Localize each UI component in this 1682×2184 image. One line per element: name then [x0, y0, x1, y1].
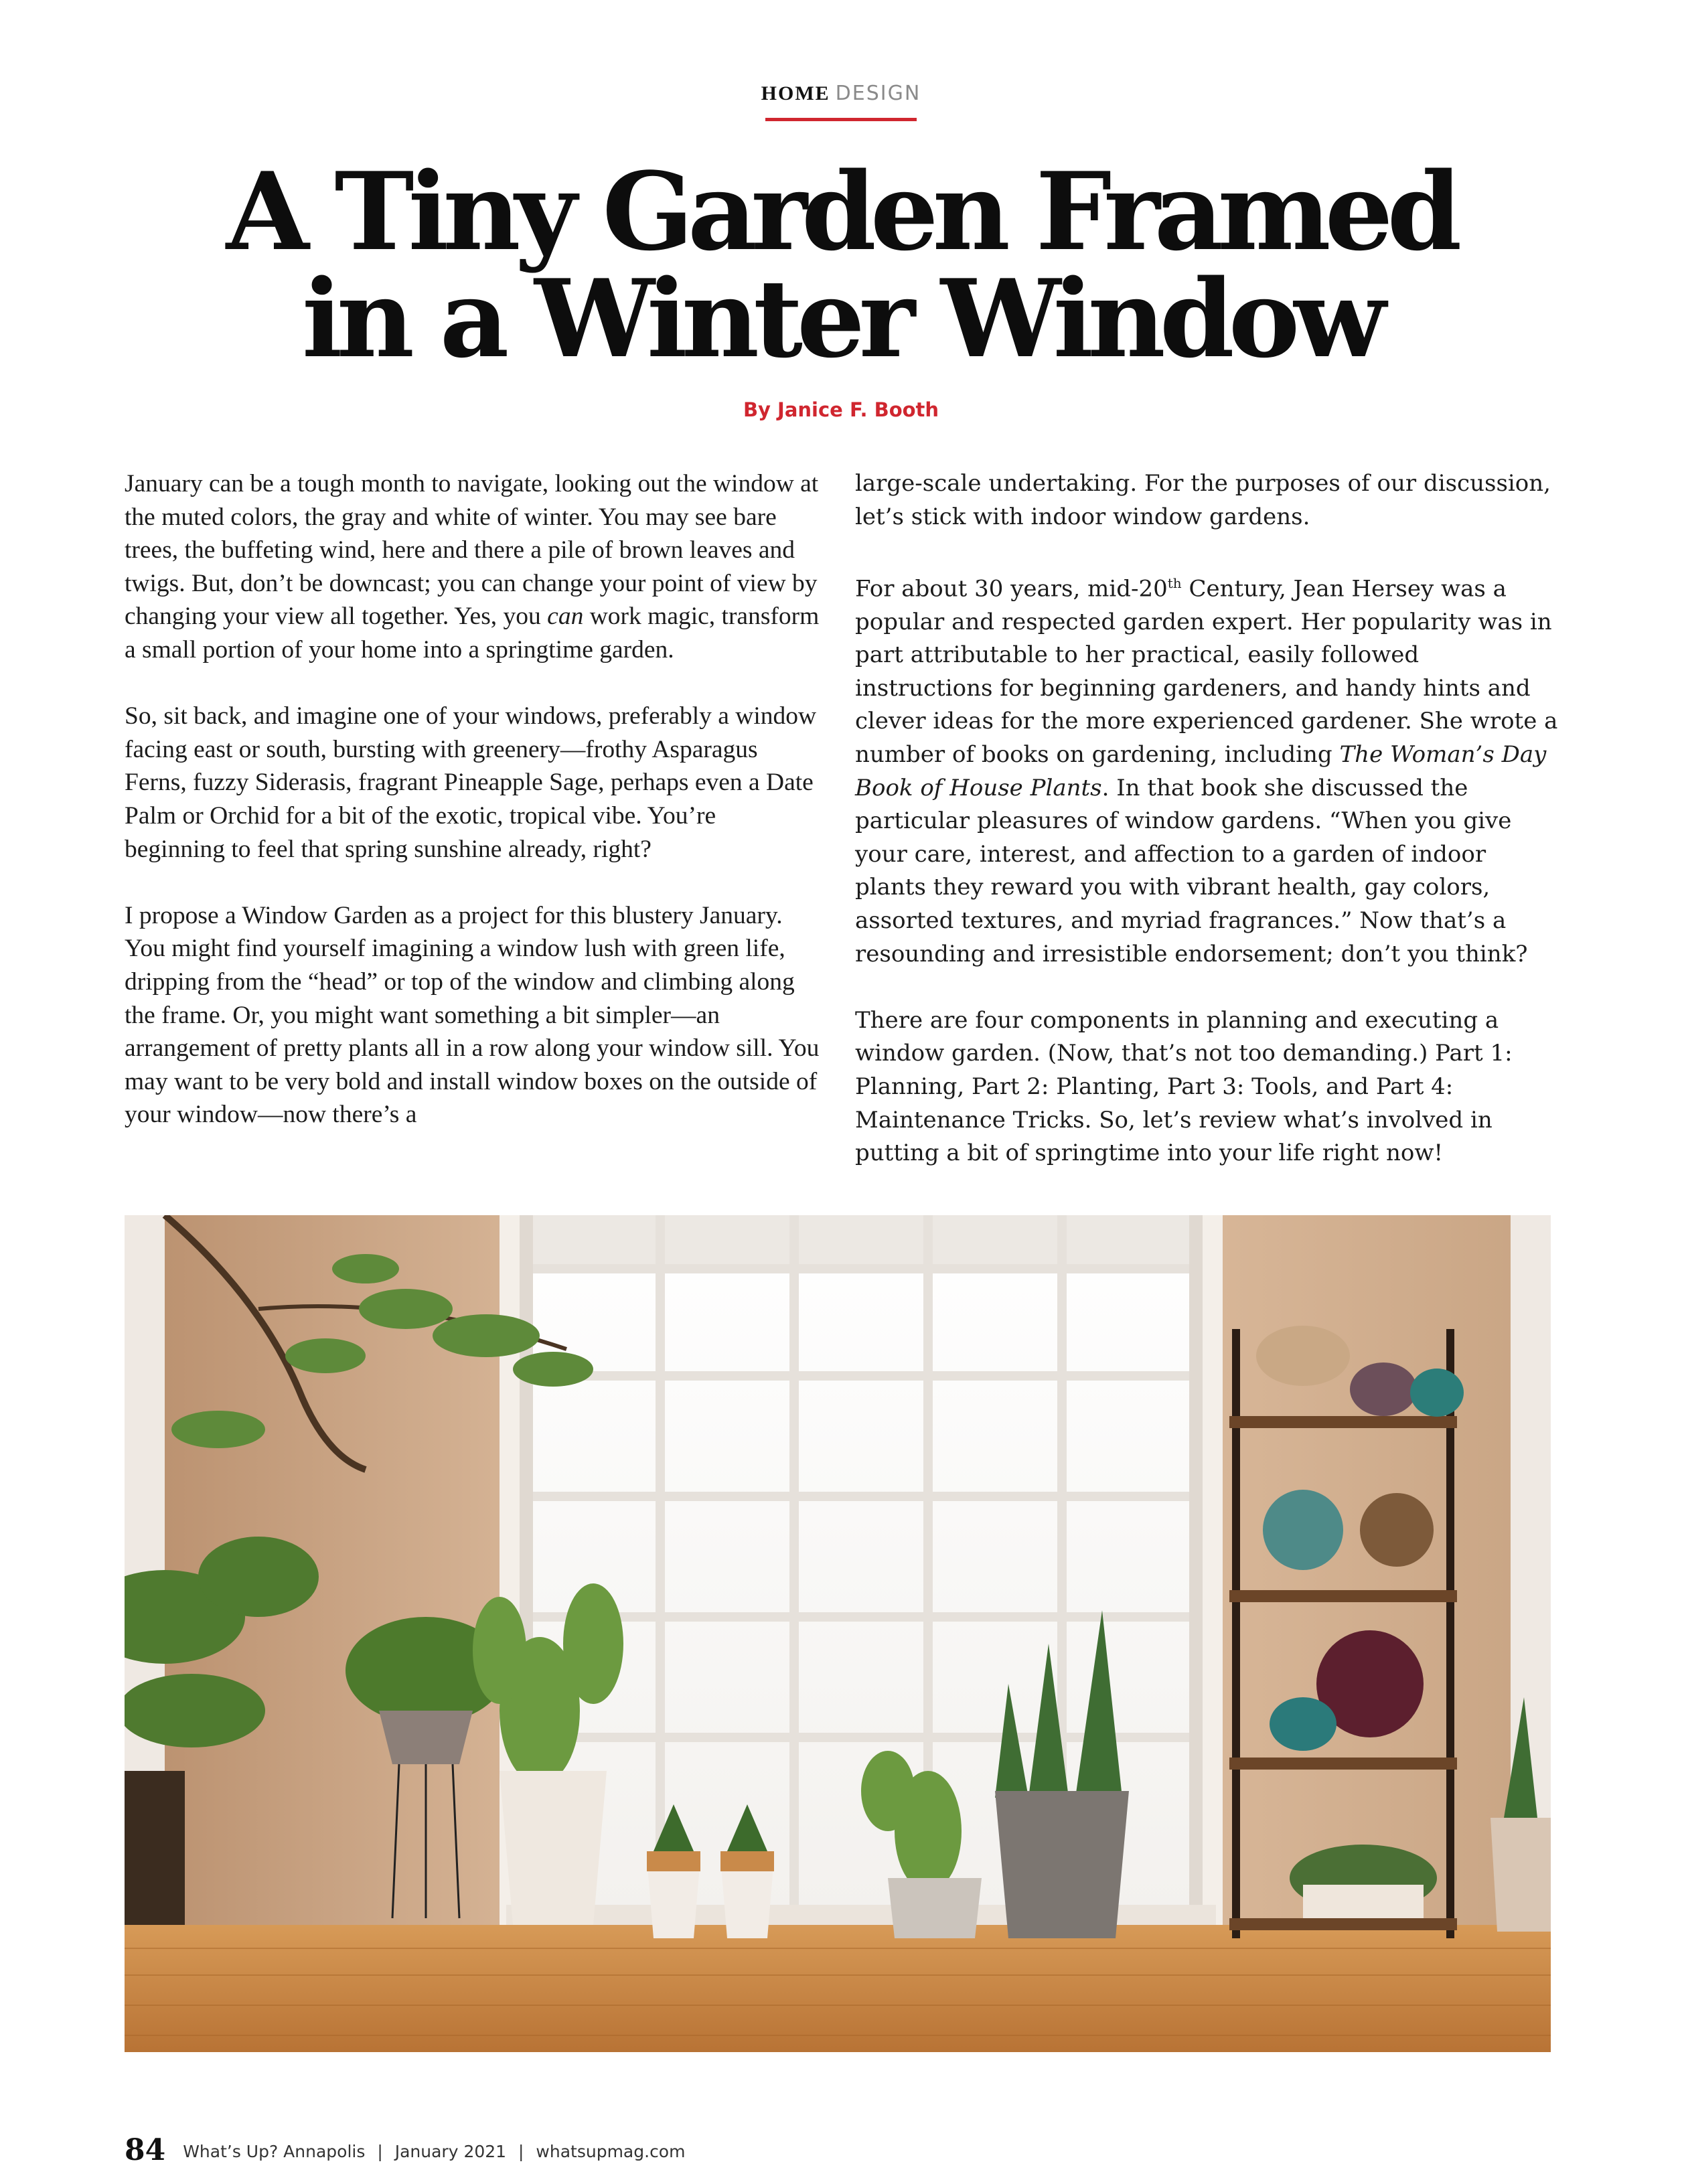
right-paragraph-3: There are four components in planning and executing a window garden. (Now, that’s not too demanding.) Part 1: Planning, Part 2: Planting, Part 3: Tools, and Part 4: Maintenance Tricks. So, let’s review what’s involved in putting a bit of springtime into your life right now!: [855, 1006, 1513, 1167]
right-paragraph-2-superscript: th: [1167, 574, 1182, 591]
footer-website: whatsupmag.com: [536, 2142, 686, 2161]
left-paragraph-3: I propose a Window Garden as a project for this blustery January. You might find yourself imagining a window lush with green life, dripping from the “head” or top of the window and climbing along the frame. Or, you might want something a bit simpler—an arrangement of pretty plants all in a row along your window sill. You may want to be very bold and install window boxes on the outside of your window—now there’s a: [125, 901, 820, 1129]
footer-issue: January 2021: [394, 2142, 507, 2161]
right-paragraph-2: [855, 567, 1558, 971]
section-tag-underline: [765, 118, 917, 121]
left-paragraph-1: [125, 467, 821, 667]
book-title: The Woman’s Day Book of House Plants: [855, 741, 1547, 801]
article-right-column: [855, 467, 1558, 1170]
article-byline: By Janice F. Booth: [743, 398, 939, 421]
section-tag: [0, 82, 1682, 105]
page-number: 84: [125, 2133, 166, 2167]
right-paragraph-2-text-a: For about 30 years, mid-20: [855, 575, 1168, 603]
article-title-line-2: in a Winter Window: [301, 256, 1381, 382]
left-paragraph-2: So, sit back, and imagine one of your windows, preferably a window facing east or south, bursting with greenery—frothy Asparagus Ferns, fuzzy Siderasis, fragrant Pineapple Sage, perhaps even a Date Palm or Orchid for a bit of the exotic, tropical vibe. You’re beginning to feel that spring sunshine already, right?: [125, 702, 817, 863]
page-footer: [125, 2133, 685, 2167]
section-tag-home: HOME: [761, 82, 830, 104]
right-paragraph-1: large-scale undertaking. For the purposes of our discussion, let’s stick with indoor window gardens.: [855, 470, 1551, 530]
right-paragraph-2-text-c: . In that book she discussed the particular pleasures of window gardens. “When you give your care, interest, and affection to a garden of indoor plants they reward you with vibrant health, gay colors, assorted textures, and myriad fragrances.” Now that’s a resounding and irresistible endorsement; don’t you think?: [855, 774, 1528, 967]
article-title: [0, 149, 1682, 382]
left-paragraph-1-emphasis: can: [547, 603, 584, 631]
article-title-line-1: A Tiny Garden Framed: [226, 149, 1456, 275]
footer-separator-1: |: [377, 2142, 383, 2161]
left-paragraph-1-text-a: January can be a tough month to navigate, looking out the window at the muted colors, the gray and white of winter. You may see bare trees, the buffeting wind, here and there a pile of brown leaves and twigs. But, don’t be downcast; you can change your point of view by changing your view all together. Yes, you: [125, 470, 819, 631]
window-garden-illustration: [125, 1215, 1551, 2052]
article-left-column: [125, 467, 821, 1132]
footer-publication: What’s Up? Annapolis: [183, 2142, 366, 2161]
left-paragraph-1-text-b: work magic, transform a small portion of your home into a springtime garden.: [125, 603, 820, 664]
footer-separator-2: |: [518, 2142, 524, 2161]
right-paragraph-2-text-b: Century, Jean Hersey was a popular and respected garden expert. Her popularity was in part attributable to her practical, easily followed instructions for beginning gardeners, and handy hints and clever ideas for the more experienced gardener. She wrote a number of books on gardening, including: [855, 575, 1558, 769]
section-tag-design: DESIGN: [835, 82, 921, 105]
